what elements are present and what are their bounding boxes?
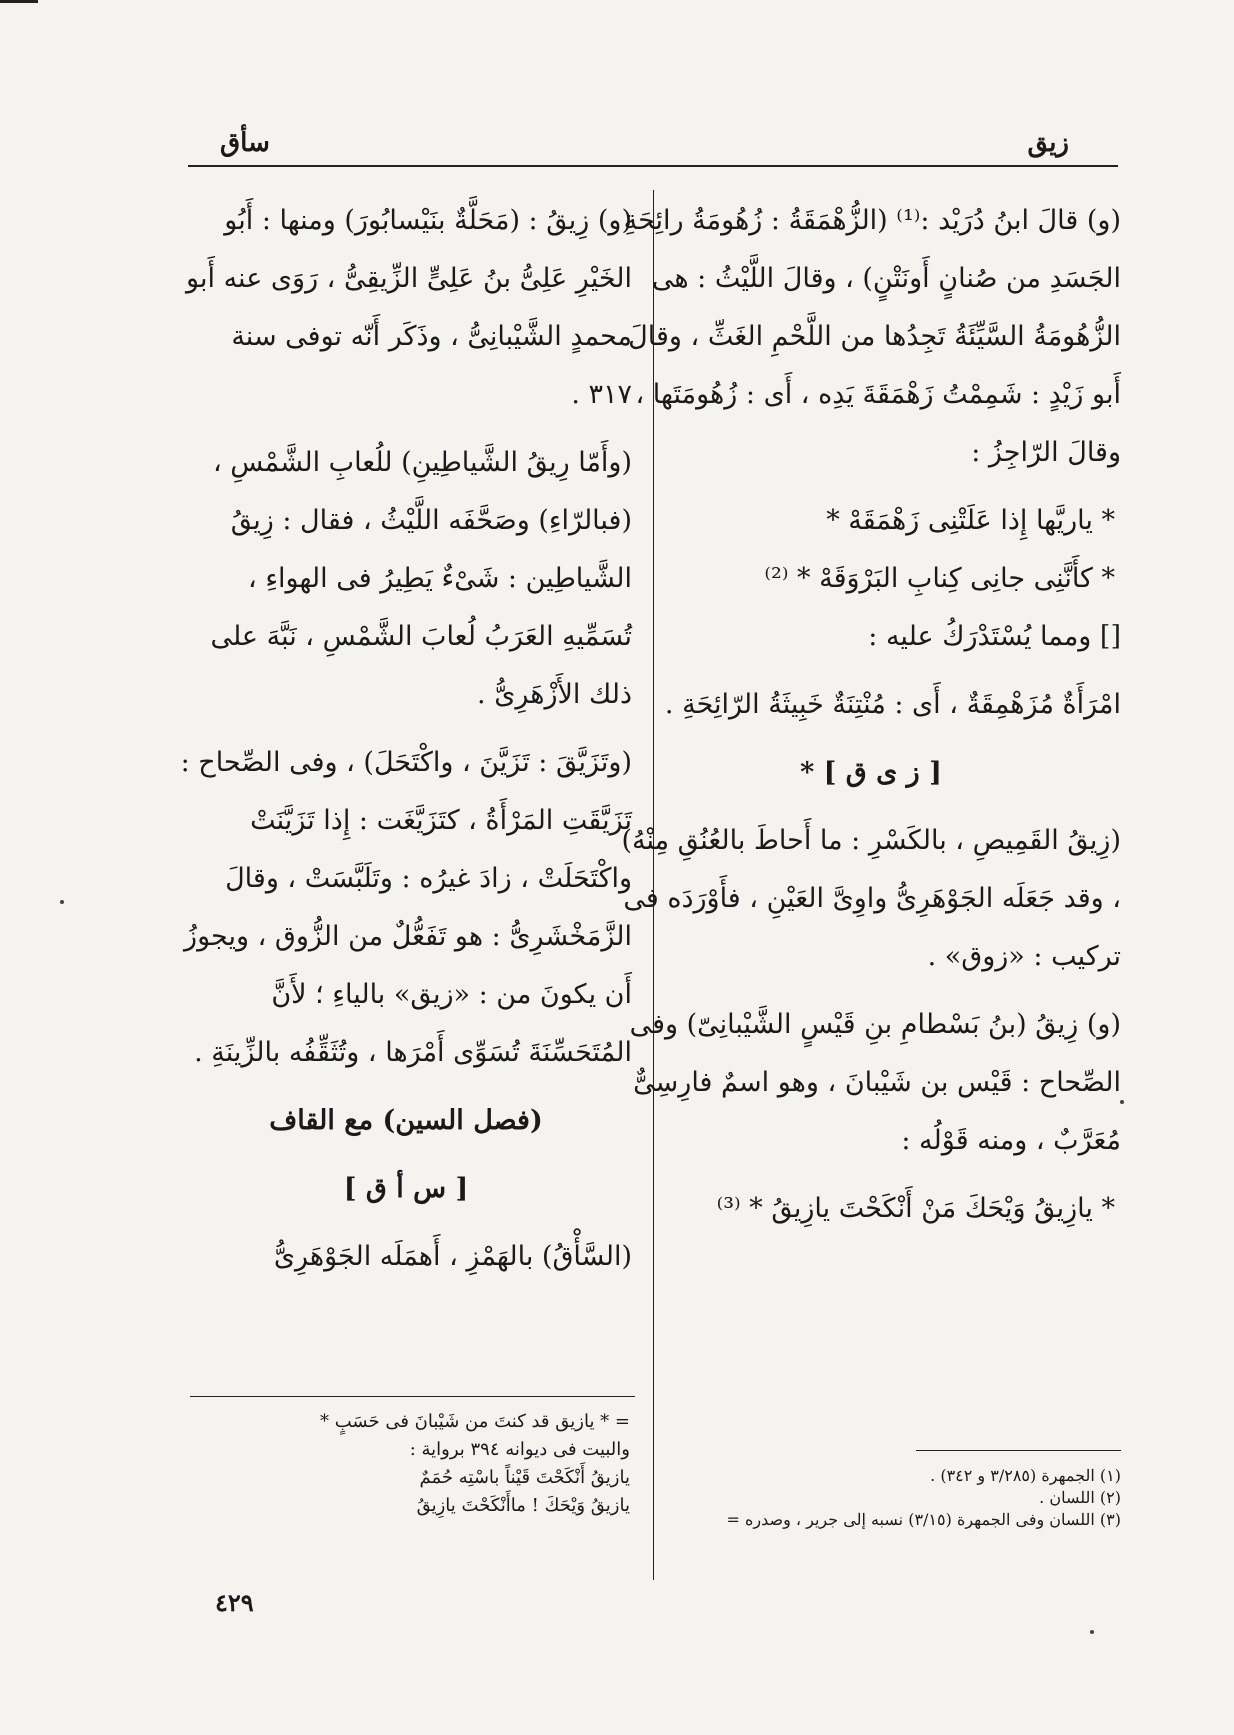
- footnotes-left: [190, 1408, 630, 1520]
- running-head-left: سأق: [220, 128, 270, 158]
- left-column: [180, 192, 632, 1296]
- footnote: (٢) اللسان .: [1039, 1488, 1121, 1507]
- entry-paragraph: (وتَزَيَّقَ : تَزَيَّنَ ، واكْتَحَلَ) ، وفى الصِّحاح : تَزَيَّقَتِ المَرْأَةُ ، كتَزَيَّغَت : إِذا تَزَيَّنَتْ واكْتَحَلَتْ ، زادَ غيرُه : وتَلَبَّسَتْ ، وقالَ الزَّمَخْشَرِىُّ : هو تَفَعُّلٌ من الزُّوق ، ويجوزُ أَن يكونَ من : «زيق» بالياءِ ؛ لأَنَّ المُتَحَسِّنَةَ تُسَوِّى أَمْرَها ، وتُثَقِّفُه بالزِّينَةِ .: [180, 747, 632, 1068]
- footnote: والبيت فى ديوانه ٣٩٤ برواية :: [409, 1439, 630, 1460]
- footnote-verse: يازيقُ وَيْحَكَ ! ماأَنْكَحْتَ يازِيقُ: [416, 1495, 630, 1516]
- right-column: [621, 192, 1121, 1238]
- entry-paragraph: (زِيقُ القَمِيصِ ، بالكَسْرِ : ما أَحاطَ بالعُنُقِ مِنْهُ) ، وقد جَعَلَه الجَوْهَرِىُّ واوِىَّ العَيْنِ ، فأَوْرَدَه فى تركيب : «زوق» .: [621, 825, 1121, 972]
- root-heading: [ ز ى ق ] *: [800, 757, 942, 788]
- scan-speck: [60, 900, 64, 904]
- footnote-verse: يازيقُ أَنْكَحْتَ قَيْناً باسْتِه حُمَمٌ: [419, 1467, 630, 1488]
- entry-paragraph: (وأَمّا رِيقُ الشَّياطِينِ) للُعابِ الشَّمْسِ ، (فبالرّاءِ) وصَحَّفَه اللَّيْثُ ، فقال : زِيقُ الشَّياطِين : شَىْءٌ يَطِيرُ فى الهواءِ ، تُسَمِّيهِ العَرَبُ لُعابَ الشَّمْسِ ، نَبَّهَ على ذلك الأَزْهَرِىُّ .: [210, 447, 632, 710]
- footnote: (١) الجمهرة (٣/٢٨٥ و ٣٤٢) .: [930, 1466, 1121, 1485]
- footnote-rule-left: [190, 1396, 635, 1397]
- running-head-right: زيق: [1027, 128, 1069, 158]
- header-rule: [188, 165, 1118, 167]
- root-heading: [ س أ ق ]: [343, 1173, 469, 1204]
- section-heading: (فصل السين) مع القاف: [269, 1105, 543, 1136]
- entry-paragraph: [] ومما يُسْتَدْرَكُ عليه :: [868, 621, 1121, 652]
- entry-paragraph: (و) قالَ ابنُ دُرَيْد :⁽¹⁾ (الزُّهْمَقَةُ : زُهُومَةُ رائِحَةِ الجَسَدِ من صُنانٍ أَونَتْنٍ) ، وقالَ اللَّيْثُ : هى الزُّهُومَةُ السَّيِّئَةُ تَجِدُها من اللَّحْمِ الغَثِّ ، وقالَ أَبو زَيْدٍ : شَمِمْتُ زَهْمَقَةَ يَدِه ، أَى : زُهُومَتَها ، وقالَ الرّاجِزُ :: [623, 205, 1121, 468]
- verse-line: * كأَنَّنِى جانِى كِنابِ البَرْوَقَهْ * ⁽²⁾: [764, 563, 1115, 594]
- footnotes-right: [651, 1465, 1121, 1531]
- verse-line: * يازِيقُ وَيْحَكَ مَنْ أَنْكَحْتَ يازِيقُ * ⁽³⁾: [716, 1193, 1115, 1224]
- verse-line: * ياريَّها إِذا عَلَتْنِى زَهْمَقَهْ *: [826, 505, 1115, 536]
- footnote: (٣) اللسان وفى الجمهرة (٣/١٥) نسبه إلى جرير ، وصدره =: [726, 1510, 1121, 1529]
- entry-paragraph: (و) زِيقُ (بنُ بَسْطامِ بنِ قَيْسٍ الشَّيْبانِىّ) وفى الصِّحاح : قَيْس بن شَيْبانَ ، وهو اسمٌ فارِسِىٌّ مُعَرَّبٌ ، ومنه قَوْلُه :: [629, 1009, 1121, 1156]
- entry-paragraph: امْرَأَةٌ مُزَهْمِقَةٌ ، أَى : مُنْتِنَةٌ خَبِيثَةُ الرّائِحَةِ .: [664, 689, 1121, 720]
- footnote-rule-right: [916, 1450, 1121, 1451]
- entry-paragraph: (السَّأْقُ) بالهَمْزِ ، أَهمَلَه الجَوْهَرِىُّ: [273, 1241, 632, 1272]
- footnote: = * يازيق قد كنتَ من شَيْبانَ فى حَسَبٍ *: [320, 1411, 630, 1432]
- scan-speck: [1120, 1100, 1124, 1104]
- scan-corner-mark: [0, 0, 38, 3]
- scan-speck: [1090, 1630, 1094, 1634]
- entry-paragraph: (و) زِيقُ : (مَحَلَّةٌ بنَيْسابُورَ) ومنها : أَبُو الخَيْرِ عَلِىُّ بنُ عَلِىٍّ الزِّيقِىُّ ، رَوَى عنه أَبو محمدٍ الشَّيْبانِىُّ ، وذَكَر أَنّه توفى سنة ٣١٧ .: [186, 205, 632, 410]
- page-number: ٤٢٩: [215, 1588, 254, 1617]
